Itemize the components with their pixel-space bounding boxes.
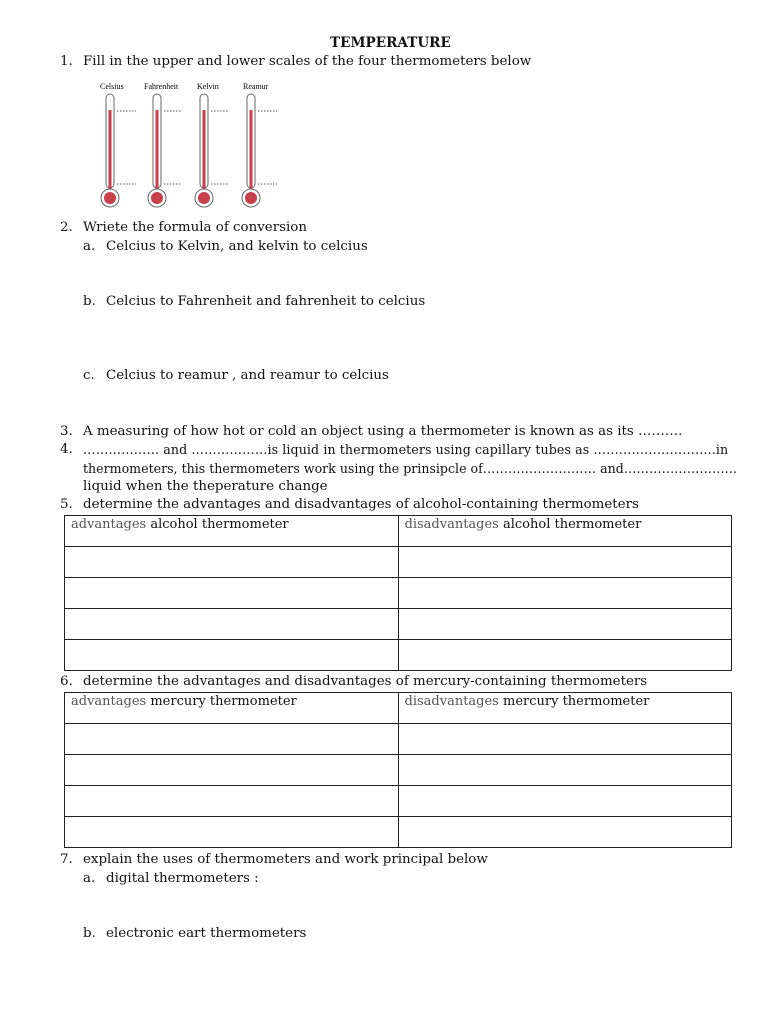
q5-number: 5. [60,497,73,512]
q2c-text: Celcius to reamur , and reamur to celcius [106,368,389,383]
thermometer-reamur [242,94,277,207]
alcohol-thermometer-table [64,515,732,671]
mercury-thermometer-table [64,692,732,848]
table-row [65,547,732,578]
q2b-letter: b. [83,294,96,309]
table-header-advantages: advantages alcohol thermometer [65,516,399,547]
answer-cell[interactable] [398,724,732,755]
table-row [65,640,732,671]
q4-line2: thermometers, this thermometers work using the prinsipcle of……………………… and……………………… [83,461,738,476]
page-title: TEMPERATURE [330,35,451,51]
q3-number: 3. [60,424,73,439]
thermometer-label-fahrenheit: Fahrenheit [144,82,179,91]
answer-cell[interactable] [398,786,732,817]
answer-cell[interactable] [398,640,732,671]
q4-number: 4. [60,442,73,457]
q5-text: determine the advantages and disadvantages of alcohol-containing thermometers [83,497,639,512]
q7a-text: digital thermometers : [106,871,259,886]
answer-cell[interactable] [398,817,732,848]
answer-cell[interactable] [65,755,399,786]
q7-number: 7. [60,852,73,867]
answer-cell[interactable] [65,817,399,848]
table-row [65,609,732,640]
table-header-row [65,693,732,724]
q1-number: 1. [60,54,73,69]
q2a-text: Celcius to Kelvin, and kelvin to celcius [106,239,368,254]
answer-cell[interactable] [65,609,399,640]
q7-text: explain the uses of thermometers and work principal below [83,852,488,867]
table-header-disadvantages: disadvantages mercury thermometer [398,693,732,724]
q2-text: Wriete the formula of conversion [83,220,307,235]
thermometers-figure [96,80,286,210]
table-row [65,817,732,848]
q3-text: A measuring of how hot or cold an object using a thermometer is known as as its ………. [83,424,683,439]
thermometer-label-celsius: Celsius [100,82,124,91]
answer-cell[interactable] [65,724,399,755]
table-row [65,755,732,786]
q1-text: Fill in the upper and lower scales of the four thermometers below [83,54,532,69]
answer-cell[interactable] [398,609,732,640]
table-header-row [65,516,732,547]
q4-line3: liquid when the theperature change [83,479,328,494]
table-header-advantages: advantages mercury thermometer [65,693,399,724]
answer-cell[interactable] [65,640,399,671]
q7b-letter: b. [83,926,96,941]
thermometer-celsius [101,94,136,207]
table-header-disadvantages: disadvantages alcohol thermometer [398,516,732,547]
answer-cell[interactable] [65,786,399,817]
thermometer-fahrenheit [148,94,181,207]
table-row [65,786,732,817]
q2-number: 2. [60,220,73,235]
answer-cell[interactable] [398,578,732,609]
thermometer-kelvin [195,94,228,207]
q2c-letter: c. [83,368,95,383]
q4-line1: ……………… and ………………is liquid in thermometers using capillary tubes as ………………………..in [83,442,729,457]
q6-text: determine the advantages and disadvantages of mercury-containing thermometers [83,674,648,689]
answer-cell[interactable] [65,578,399,609]
q7a-letter: a. [83,871,96,886]
answer-cell[interactable] [398,755,732,786]
thermometer-label-reamur: Reamur [243,82,269,91]
q7b-text: electronic eart thermometers [106,926,307,941]
thermometer-label-kelvin: Kelvin [197,82,219,91]
table-row [65,578,732,609]
answer-cell[interactable] [65,547,399,578]
q6-number: 6. [60,674,73,689]
table-row [65,724,732,755]
q2b-text: Celcius to Fahrenheit and fahrenheit to celcius [106,294,426,309]
q2a-letter: a. [83,239,96,254]
answer-cell[interactable] [398,547,732,578]
